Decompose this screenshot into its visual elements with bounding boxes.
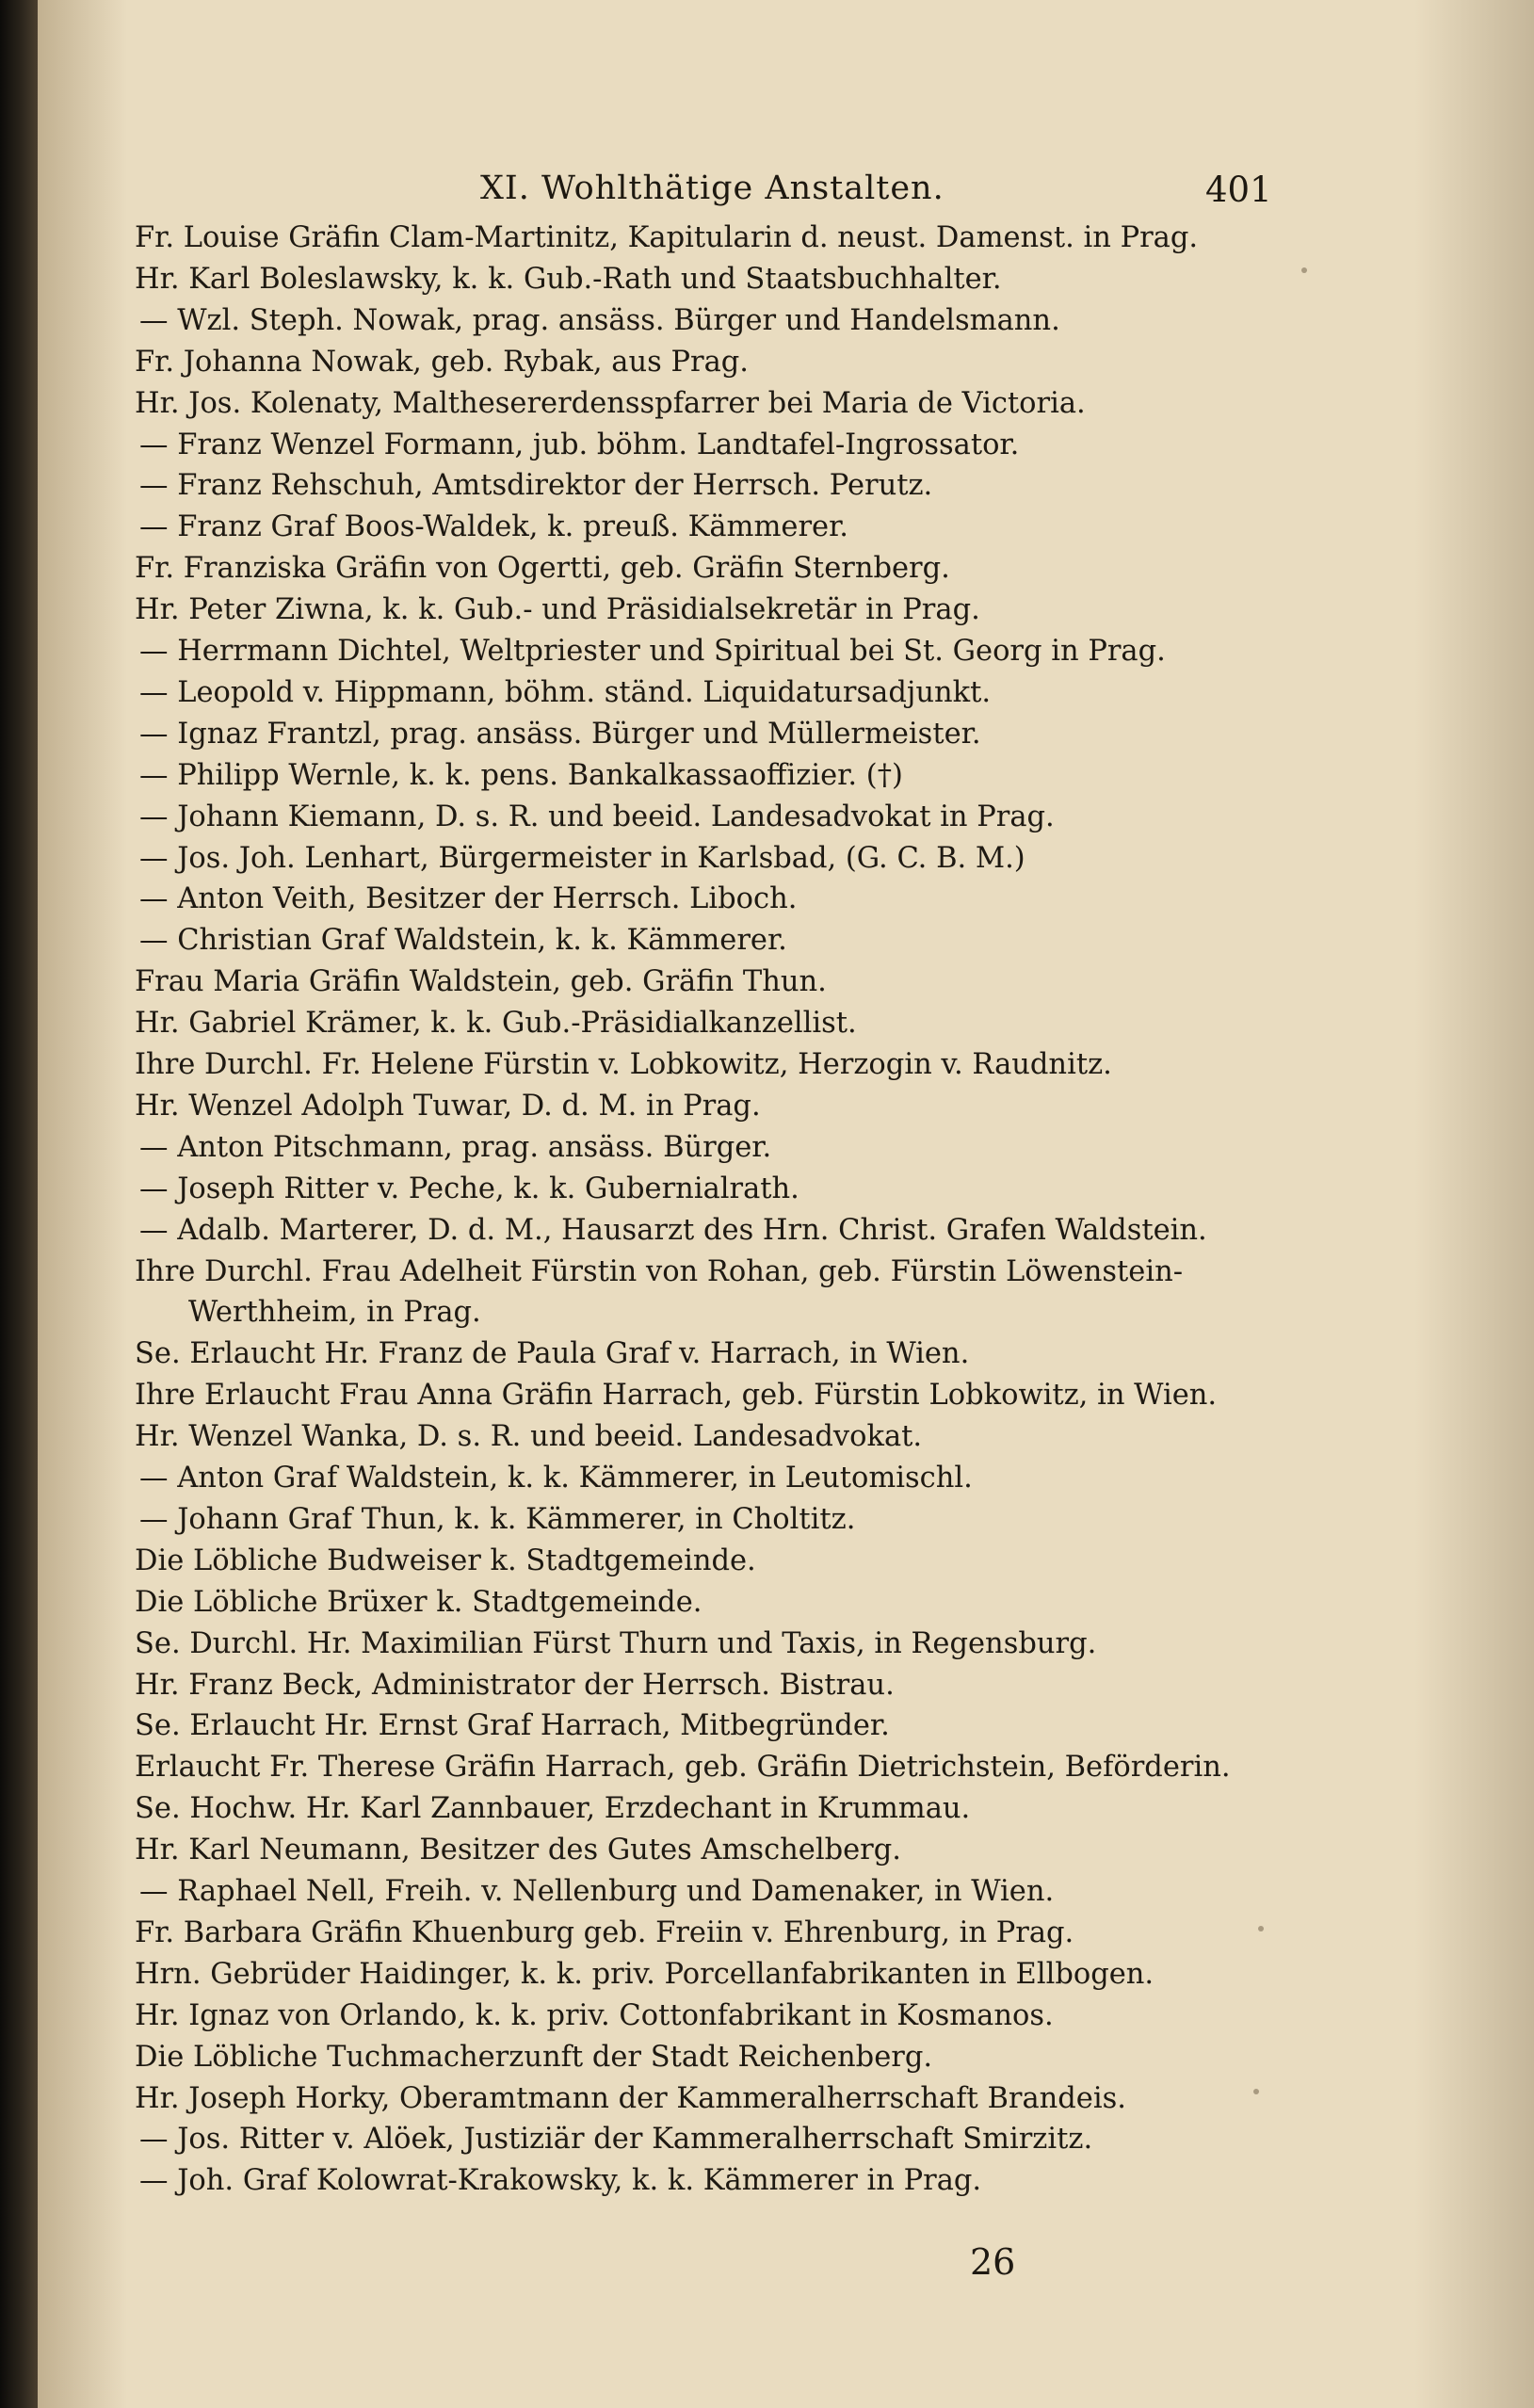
list-entry: — Christian Graf Waldstein, k. k. Kämmerer. <box>139 924 787 958</box>
book-spine-shadow <box>0 0 38 2408</box>
list-entry: Erlaucht Fr. Therese Gräfin Harrach, geb. Gräfin Dietrichstein, Beförderin. <box>135 1751 1231 1785</box>
list-entry: Frau Maria Gräfin Waldstein, geb. Gräfin Thun. <box>135 965 827 999</box>
paper-speck <box>1258 1926 1264 1931</box>
list-entry: Ihre Durchl. Frau Adelheit Fürstin von Rohan, geb. Fürstin Löwenstein- <box>135 1254 1184 1288</box>
list-entry: Hrn. Gebrüder Haidinger, k. k. priv. Porcellanfabrikanten in Ellbogen. <box>135 1957 1155 1991</box>
list-entry: Die Löbliche Budweiser k. Stadtgemeinde. <box>135 1543 756 1577</box>
list-entry: Hr. Ignaz von Orlando, k. k. priv. Cottonfabrikant in Kosmanos. <box>135 1998 1054 2032</box>
list-entry: — Anton Veith, Besitzer der Herrsch. Liboch. <box>139 882 798 916</box>
list-entry: — Franz Wenzel Formann, jub. böhm. Landtafel-Ingrossator. <box>139 428 1020 461</box>
list-entry: Ihre Erlaucht Frau Anna Gräfin Harrach, geb. Fürstin Lobkowitz, in Wien. <box>135 1379 1218 1413</box>
page-number: 401 <box>1205 170 1272 210</box>
list-entry: — Johann Kiemann, D. s. R. und beeid. Landesadvokat in Prag. <box>139 800 1055 833</box>
list-entry: Hr. Peter Ziwna, k. k. Gub.- und Präsidialsekretär in Prag. <box>135 593 980 627</box>
signature-mark: 26 <box>970 2241 1016 2283</box>
list-entry: — Johann Graf Thun, k. k. Kämmerer, in Choltitz. <box>139 1502 856 1536</box>
list-entry: — Franz Rehschuh, Amtsdirektor der Herrsch. Perutz. <box>139 469 933 503</box>
list-entry: Werthheim, in Prag. <box>188 1296 481 1330</box>
list-entry: Hr. Karl Neumann, Besitzer des Gutes Amschelberg. <box>135 1834 901 1867</box>
list-entry: Se. Hochw. Hr. Karl Zannbauer, Erzdechant in Krummau. <box>135 1792 971 1826</box>
list-entry: Fr. Barbara Gräfin Khuenburg geb. Freiin v. Ehrenburg, in Prag. <box>135 1915 1074 1949</box>
list-entry: — Franz Graf Boos-Waldek, k. preuß. Kämmerer. <box>139 510 848 544</box>
list-entry: Se. Erlaucht Hr. Franz de Paula Graf v. Harrach, in Wien. <box>135 1337 970 1371</box>
list-entry: — Joseph Ritter v. Peche, k. k. Gubernialrath. <box>139 1172 799 1205</box>
list-entry: Fr. Louise Gräfin Clam-Martinitz, Kapitularin d. neust. Damenst. in Prag. <box>135 221 1199 254</box>
list-entry: — Philipp Wernle, k. k. pens. Bankalkassaoffizier. (†) <box>139 758 903 792</box>
list-entry: — Herrmann Dichtel, Weltpriester und Spiritual bei St. Georg in Prag. <box>139 635 1166 668</box>
paper-speck <box>1253 2089 1259 2094</box>
list-entry: Fr. Johanna Nowak, geb. Rybak, aus Prag. <box>135 345 749 379</box>
list-entry: Hr. Joseph Horky, Oberamtmann der Kammeralherrschaft Brandeis. <box>135 2081 1126 2115</box>
list-entry: Hr. Gabriel Krämer, k. k. Gub.-Präsidialkanzellist. <box>135 1007 857 1041</box>
list-entry: Ihre Durchl. Fr. Helene Fürstin v. Lobkowitz, Herzogin v. Raudnitz. <box>135 1048 1112 1081</box>
list-entry: — Ignaz Frantzl, prag. ansäss. Bürger und Müllermeister. <box>139 717 981 751</box>
list-entry: Fr. Franziska Gräfin von Ogertti, geb. Gräfin Sternberg. <box>135 552 950 586</box>
section-title: XI. Wohlthätige Anstalten. <box>480 170 945 207</box>
list-entry: Hr. Wenzel Wanka, D. s. R. und beeid. Landesadvokat. <box>135 1420 923 1454</box>
list-entry: Hr. Jos. Kolenaty, Malthesererdensspfarrer bei Maria de Victoria. <box>135 386 1086 420</box>
list-entry: — Wzl. Steph. Nowak, prag. ansäss. Bürger und Handelsmann. <box>139 303 1060 337</box>
list-entry: Se. Erlaucht Hr. Ernst Graf Harrach, Mitbegründer. <box>135 1709 890 1743</box>
list-entry: — Anton Pitschmann, prag. ansäss. Bürger. <box>139 1130 772 1164</box>
list-entry: Hr. Wenzel Adolph Tuwar, D. d. M. in Prag. <box>135 1089 761 1123</box>
running-header <box>38 170 1534 215</box>
list-entry: — Jos. Ritter v. Alöek, Justiziär der Kammeralherrschaft Smirzitz. <box>139 2123 1093 2157</box>
list-entry: — Adalb. Marterer, D. d. M., Hausarzt des Hrn. Christ. Grafen Waldstein. <box>139 1213 1207 1247</box>
list-entry: — Anton Graf Waldstein, k. k. Kämmerer, in Leutomischl. <box>139 1462 973 1495</box>
list-entry: — Jos. Joh. Lenhart, Bürgermeister in Karlsbad, (G. C. B. M.) <box>139 841 1025 875</box>
list-entry: Die Löbliche Tuchmacherzunft der Stadt Reichenberg. <box>135 2040 933 2074</box>
list-entry: Hr. Franz Beck, Administrator der Herrsch. Bistrau. <box>135 1668 895 1702</box>
book-page <box>38 0 1534 2408</box>
paper-speck <box>1301 267 1307 273</box>
list-entry: — Raphael Nell, Freih. v. Nellenburg und Damenaker, in Wien. <box>139 1875 1055 1908</box>
list-entry: Hr. Karl Boleslawsky, k. k. Gub.-Rath und Staatsbuchhalter. <box>135 262 1002 296</box>
list-entry: — Joh. Graf Kolowrat-Krakowsky, k. k. Kämmerer in Prag. <box>139 2164 982 2198</box>
list-entry: Se. Durchl. Hr. Maximilian Fürst Thurn und Taxis, in Regensburg. <box>135 1626 1097 1660</box>
list-entry: — Leopold v. Hippmann, böhm. ständ. Liquidatursadjunkt. <box>139 675 992 709</box>
list-entry: Die Löbliche Brüxer k. Stadtgemeinde. <box>135 1585 702 1619</box>
